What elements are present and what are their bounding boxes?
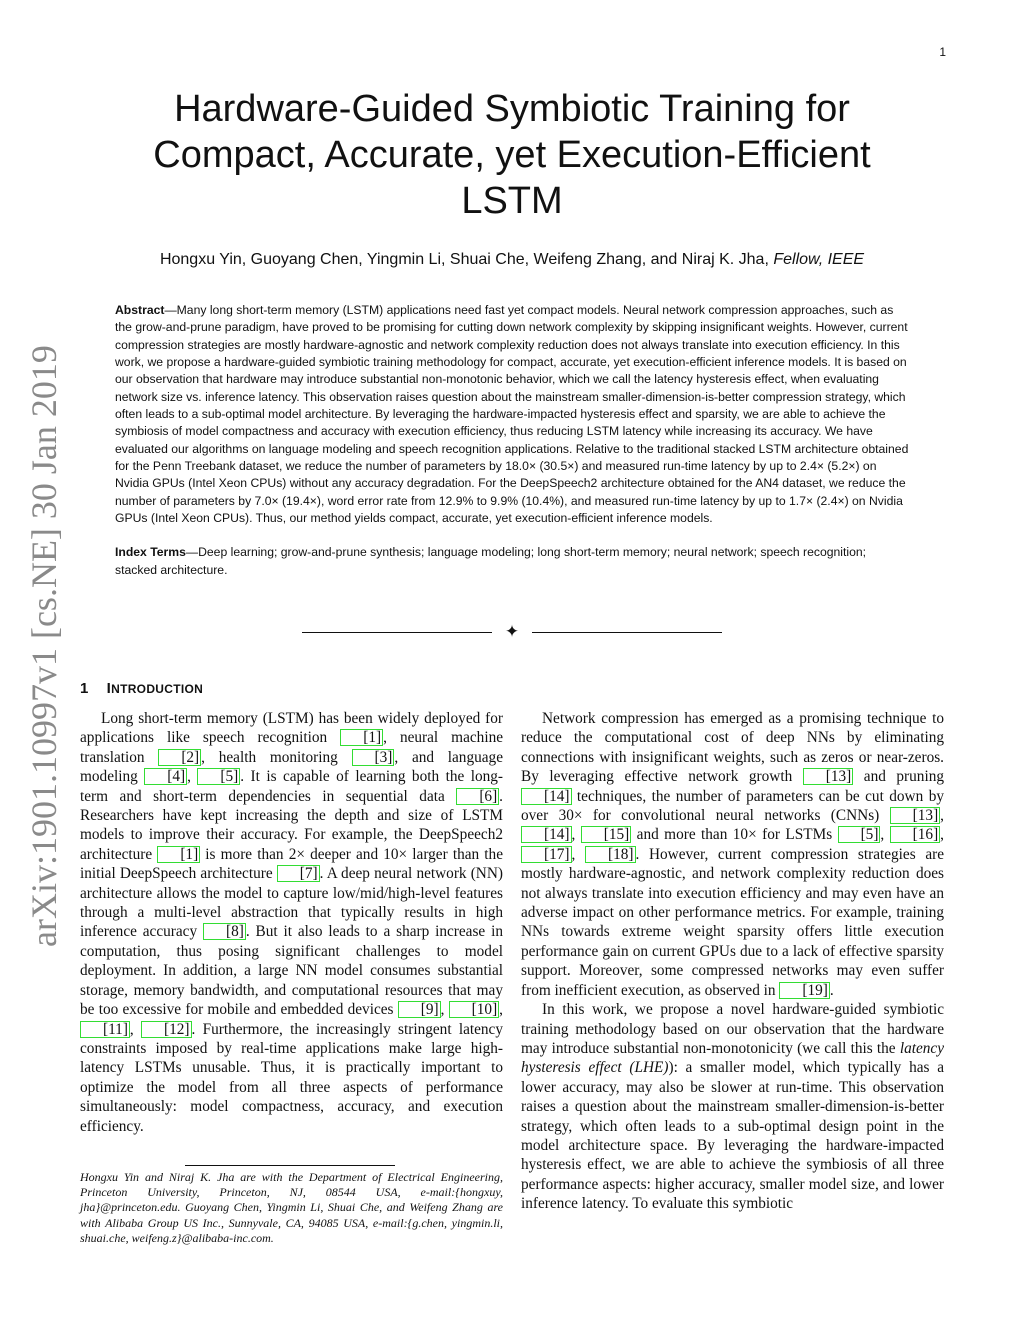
divider-star-icon: ✦ <box>504 622 520 642</box>
citation-link[interactable]: [9] <box>398 1001 441 1018</box>
title-line-1: Hardware-Guided Symbiotic Training for <box>174 88 850 130</box>
right-column <box>521 709 944 1214</box>
footnote-rule <box>185 1165 395 1166</box>
left-column <box>80 709 503 1136</box>
citation-link[interactable]: [13] <box>890 807 941 824</box>
citation-link[interactable]: [19] <box>779 982 830 999</box>
citation-link[interactable]: [12] <box>141 1021 192 1038</box>
citation-link[interactable]: [16] <box>890 826 941 843</box>
page-number: 1 <box>939 45 946 59</box>
author-fellow: Fellow, IEEE <box>773 251 865 268</box>
citation-link[interactable]: [1] <box>157 846 200 863</box>
citation-link[interactable]: [2] <box>158 749 201 766</box>
section-divider <box>302 622 722 642</box>
citation-link[interactable]: [18] <box>585 846 636 863</box>
citation-link[interactable]: [14] <box>521 826 572 843</box>
emphasis-term: latency hysteresis effect (LHE) <box>521 1039 944 1077</box>
citation-link[interactable]: [11] <box>80 1021 130 1038</box>
author-affiliation-footnote: Hongxu Yin and Niraj K. Jha are with the Department of Electrical Engineering, Princeton University, Princeton, NJ, 08544 USA, e-mail:{hongxuy, jha}@princeton.edu. Guoyang Chen, Yingmin Li, Shuai Che, and Weifeng Zhang are with Alibaba Group US Inc., Sunnyvale, CA, 94085 USA, e-mail:{g.chen, yingmin.li, shuai.che, weifeng.z}@alibaba-inc.com. <box>80 1170 503 1245</box>
citation-link[interactable]: [14] <box>521 788 572 805</box>
intro-paragraph-2: Network compression has emerged as a promising technique to reduce the computational cost of deep NNs by eliminating connections with insignificant weights, such as zeros or near-zeros. By leveraging effective network growth [13] and pruning [14] techniques, the number of parameters can be cut down by over 30× for convolutional neural networks (CNNs) [13] , [14] , [15] and more than 10× for LSTMs [5] , [16] , [17] , [18] . However, current compression strategies are mostly hardware-agnostic, and network complexity reduction does not always translate into execution efficiency and may even have an adverse impact on other performance metrics. For example, training NNs towards extreme weight sparsity offers little execution performance gain on current GPUs due to a lack of effective sparsity support. Moreover, some compressed networks may even suffer from inefficient execution, as observed in [19] . <box>521 710 945 999</box>
citation-link[interactable]: [4] <box>144 768 187 785</box>
divider-line-right <box>532 632 722 633</box>
abstract-text: —Many long short-term memory (LSTM) applications need fast yet compact models. Neural network compression approaches, such as the grow-and-prune paradigm, have proved to be promising for cutting down network complexity by skipping insignificant weights. However, current compression strategies are mostly hardware-agnostic and network complexity reduction does not always translate into execution efficiency. In this work, we propose a hardware-guided symbiotic training methodology for compact, accurate, yet execution-efficient inference models. It is based on our observation that hardware may introduce substantial non-monotonic behavior, which we call the latency hysteresis effect, when evaluating network size vs. inference latency. This observation raises question about the mainstream smaller-dimension-is-better compression strategy, which often leads to a sub-optimal model architecture. By leveraging the hardware-impacted hysteresis effect and sparsity, we are able to achieve the symbiosis of model compactness and accuracy with execution efficiency, thus reducing LSTM latency while increasing its accuracy. We have evaluated our algorithms on language modeling and speech recognition applications. Relative to the traditional stacked LSTM architecture obtained for the Penn Treebank dataset, we reduce the number of parameters by 18.0× (30.5×) and measured run-time latency by up to 2.4× (5.2×) on Nvidia GPUs (Intel Xeon CPUs) without any accuracy degradation. For the DeepSpeech2 architecture obtained for the AN4 dataset, we reduce the number of parameters by 7.0× (19.4×), word error rate from 12.9% to 9.9% (10.4%), and measured run-time latency by up to 1.7× (2.4×) on Nvidia GPUs (Intel Xeon CPUs). Thus, our method yields compact, accurate, yet execution-efficient inference models. <box>115 303 909 526</box>
author-names: Hongxu Yin, Guoyang Chen, Yingmin Li, Shuai Che, Weifeng Zhang, and Niraj K. Jha, <box>159 251 774 268</box>
citation-link[interactable]: [8] <box>203 923 246 940</box>
index-terms-text: —Deep learning; grow-and-prune synthesis; language modeling; long short-term memory; neural network; speech recognition; stacked architecture. <box>115 545 867 577</box>
intro-paragraph-1: Long short-term memory (LSTM) has been widely deployed for applications like speech recognition [1] , neural machine translation [2] , health monitoring [3] , and language modeling [4] , [5] . It is capable of learning both the long-term and short-term dependencies in sequential data [6] . Researchers have kept increasing the depth and size of LSTM models to improve their accuracy. For example, the DeepSpeech2 architecture [1] is more than 2× deeper and 10× larger than the initial DeepSpeech architecture [7] . A deep neural network (NN) architecture allows the model to capture low/mid/high-level features through a multi-level abstraction that typically results in high inference accuracy [8] . But it also leads to a sharp increase in computation, thus posing significant challenges to model deployment. In addition, a large NN model consumes substantial storage, memory bandwidth, and computational resources that may be too excessive for mobile and embedded devices [9] , [10] , [11] , [12] . Furthermore, the increasingly stringent latency constraints imposed by real-time applications make large high-latency LSTMs unusable. Thus, it is practically important to optimize the model from all three aspects of performance simultaneously: model compactness, accuracy, and execution efficiency. <box>80 710 504 1135</box>
index-terms <box>115 544 911 579</box>
abstract-label: Abstract <box>115 303 165 317</box>
author-list <box>80 250 944 270</box>
intro-paragraph-3: In this work, we propose a novel hardware-guided symbiotic training methodology based on our observation that the hardware may introduce substantial non-monotonicity (we call this the latency hysteresis effect (LHE)): a smaller model, which typically has a lower accuracy, may also be slower at run-time. This observation raises a question about the mainstream smaller-dimension-is-better strategy, which often leads to a sub-optimal design point in the model architecture space. By leveraging the hardware-impacted hysteresis effect, we are able to achieve the symbiosis of all three performance aspects: higher accuracy, smaller model size, and lower inference latency. To evaluate this symbiotic <box>521 1001 944 1213</box>
citation-link[interactable]: [5] <box>197 768 240 785</box>
title-line-2: Compact, Accurate, yet Execution-Efficient <box>153 134 871 176</box>
citation-link[interactable]: [3] <box>352 749 395 766</box>
citation-link[interactable]: [13] <box>803 768 854 785</box>
citation-link[interactable]: [7] <box>277 865 320 882</box>
citation-link[interactable]: [1] <box>340 729 383 746</box>
section-title-first: I <box>106 680 112 697</box>
section-heading-introduction <box>80 679 203 699</box>
index-terms-label: Index Terms <box>115 545 186 560</box>
title-line-3: LSTM <box>461 180 563 222</box>
citation-link[interactable]: [17] <box>521 846 572 863</box>
abstract-paragraph <box>115 302 911 527</box>
paper-title <box>80 86 944 224</box>
divider-line-left <box>302 632 492 633</box>
abstract-block <box>115 302 911 579</box>
citation-link[interactable]: [6] <box>456 788 499 805</box>
arxiv-stamp: arXiv:1901.10997v1 [cs.NE] 30 Jan 2019 <box>24 345 64 947</box>
section-title-rest: NTRODUCTION <box>111 682 204 696</box>
section-number: 1 <box>80 680 89 697</box>
citation-link[interactable]: [5] <box>838 826 881 843</box>
citation-link[interactable]: [15] <box>581 826 632 843</box>
citation-link[interactable]: [10] <box>449 1001 500 1018</box>
